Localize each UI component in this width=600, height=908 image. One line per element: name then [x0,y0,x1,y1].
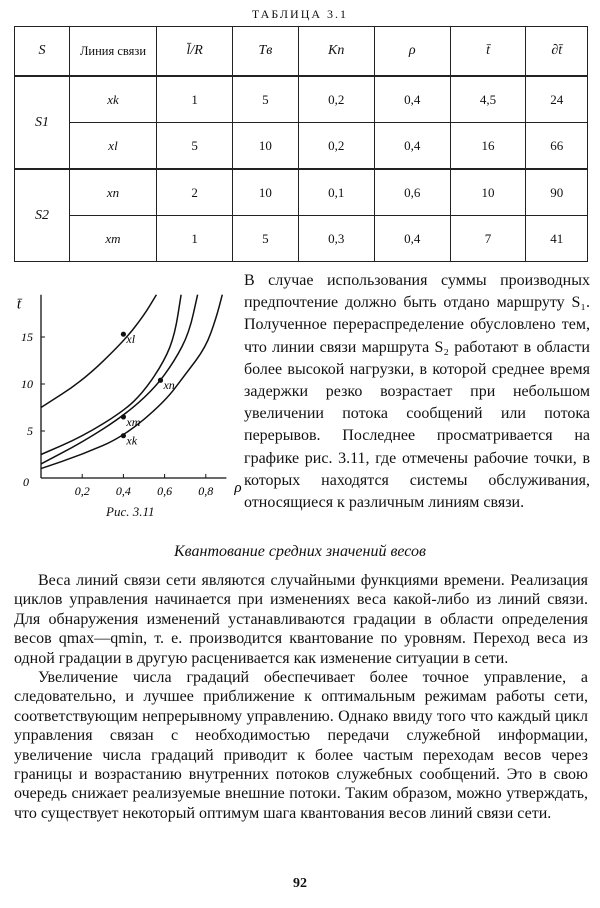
table-row [15,169,588,216]
value-cell: 90 [526,169,588,216]
value-cell: 10 [233,169,298,216]
table-header-row [15,27,588,77]
figure-3-11 [8,282,242,498]
page-number: 92 [293,876,307,891]
data-point-xn [158,378,163,383]
col-header-t: t̄ [450,27,526,77]
value-cell: 10 [233,123,298,170]
x-tick-label: 0,2 [74,484,90,498]
table-row [15,123,588,170]
value-cell: 10 [450,169,526,216]
link-cell: xm [70,216,157,262]
link-cell: xn [70,169,157,216]
value-cell: 0,6 [374,169,450,216]
x-axis-label: ρ [234,480,242,496]
table-row [15,76,588,123]
value-cell: 41 [526,216,588,262]
value-cell: 0,4 [374,123,450,170]
y-tick-label: 5 [27,424,33,438]
series-line-curve-upper [41,295,156,408]
data-table [14,26,588,262]
y-tick-label: 15 [21,330,33,344]
value-cell: 24 [526,76,588,123]
paragraph: Веса линий связи сети являются случайными функциями времени. Реализация циклов управления начинается при изменениях веса какой-либо из линий связи. Для обнаружения изменений устанавливаются градации в области определения весов qmax—qmin, т. е. производится квантование по уровням. Переход веса из одной градации в другую расценивается как изменение ситуации в сети. [14,572,588,667]
col-header-l-over-r: l̄/R [157,27,233,77]
value-cell: 0,1 [298,169,374,216]
col-header-link: Линия связи [70,27,157,77]
value-cell: 0,3 [298,216,374,262]
data-point-xm [121,414,126,419]
value-cell: 5 [157,123,233,170]
y-axis-label: t̄ [16,296,22,313]
group-label: S1 [15,76,70,169]
value-cell: 0,2 [298,76,374,123]
value-cell: 7 [450,216,526,262]
value-cell: 5 [233,76,298,123]
value-cell: 66 [526,123,588,170]
value-cell: 16 [450,123,526,170]
value-cell: 5 [233,216,298,262]
value-cell: 0,4 [374,216,450,262]
col-header-dt: ∂t̄ [526,27,588,77]
data-point-xk [121,433,126,438]
x-tick-label: 0,8 [198,484,214,498]
series-line-curve-middle [41,295,181,455]
section-title: Квантование средних значений весов [174,543,426,560]
link-cell: xl [70,123,157,170]
paragraph: Увеличение числа градаций обеспечивает более точное управление, а следовательно, и лучшее приближение к оптимальным режимам работы сети, соответствующим непрерывному управлению. Однако ввиду того что каждый цикл управления связан с необходимостью передачи служебной информации, увеличение числа градаций приводит к более частым переходам весов через границы и возрастанию внутренних потоков служебных сообщений. Это в свою очередь снижает реализуемые внешние потоки. Таким образом, можно утверждать, что существует некоторый оптимум шага квантования весов линий связи сети. [14,669,588,822]
group-label: S2 [15,169,70,262]
data-point-label: xn [163,378,175,393]
value-cell: 0,4 [374,76,450,123]
data-point-label: xm [126,414,141,429]
chart [8,282,242,498]
figure-caption: Рис. 3.11 [106,504,155,519]
data-point-label: xk [126,433,138,448]
x-tick-label: 0,4 [115,484,131,498]
data-point-label: xl [126,332,136,347]
y-tick-label: 0 [23,475,29,489]
table-caption: ТАБЛИЦА 3.1 [251,7,349,21]
x-tick-label: 0,6 [157,484,173,498]
value-cell: 2 [157,169,233,216]
col-header-tv: Tв [233,27,298,77]
col-header-kp: Kп [298,27,374,77]
body-text [14,571,588,823]
value-cell: 4,5 [450,76,526,123]
y-tick-label: 10 [21,377,33,391]
value-cell: 1 [157,216,233,262]
link-cell: xk [70,76,157,123]
col-header-rho: ρ [374,27,450,77]
table-row [15,216,588,262]
col-header-s: S [15,27,70,77]
value-cell: 0,2 [298,123,374,170]
value-cell: 1 [157,76,233,123]
data-point-xl [121,332,126,337]
side-text: В случае использования суммы производных предпочтение должно быть отдано маршруту S₁. Полученное перераспределение обусловлено тем, что линии связи маршрута S₂ работают в области более высокой нагрузки, в которой среднее время задержки резко возрастает при небольшом увеличении потока сообщений или потока перерывов. Последнее просматривается на графике рис. 3.11, где отмечены рабочие точки, в которых находятся системы обслуживания, относящиеся к различным линиям связи. [244,272,590,512]
